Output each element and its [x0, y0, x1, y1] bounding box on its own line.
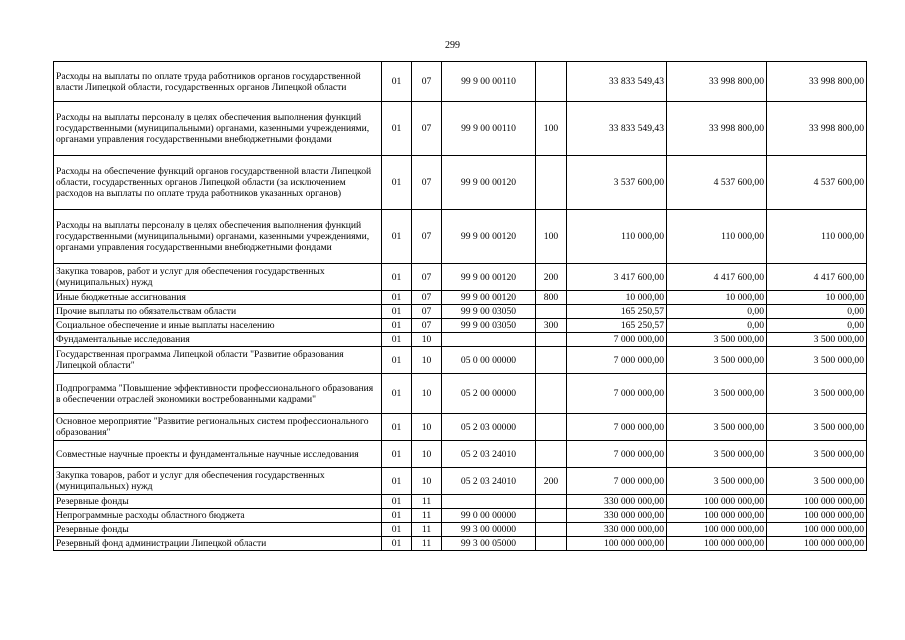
amount-col1-cell: 7 000 000,00 [567, 414, 667, 441]
expense-name-cell: Социальное обеспечение и иные выплаты населению [54, 319, 382, 333]
table-row [54, 156, 867, 210]
expense-name-cell: Резервные фонды [54, 495, 382, 509]
section-code-cell: 01 [382, 156, 412, 210]
table-row [54, 62, 867, 102]
table-row [54, 441, 867, 468]
amount-col2-cell: 100 000 000,00 [667, 537, 767, 551]
subsection-code-cell: 11 [412, 523, 442, 537]
amount-col1-cell: 33 833 549,43 [567, 62, 667, 102]
expense-name-cell: Закупка товаров, работ и услуг для обеспечения государственных (муниципальных) нужд [54, 264, 382, 291]
target-article-cell: 99 9 00 00110 [442, 102, 536, 156]
target-article-cell: 99 9 00 00110 [442, 62, 536, 102]
target-article-cell: 99 9 00 03050 [442, 319, 536, 333]
section-code-cell: 01 [382, 102, 412, 156]
expense-type-cell [536, 537, 567, 551]
expense-name-cell: Прочие выплаты по обязательствам области [54, 305, 382, 319]
expense-name-cell: Закупка товаров, работ и услуг для обеспечения государственных (муниципальных) нужд [54, 468, 382, 495]
amount-col1-cell: 7 000 000,00 [567, 441, 667, 468]
subsection-code-cell: 07 [412, 264, 442, 291]
expense-name-cell: Совместные научные проекты и фундаментальные научные исследования [54, 441, 382, 468]
section-code-cell: 01 [382, 468, 412, 495]
amount-col2-cell: 100 000 000,00 [667, 495, 767, 509]
table-row [54, 333, 867, 347]
target-article-cell: 05 2 03 00000 [442, 414, 536, 441]
amount-col2-cell: 3 500 000,00 [667, 374, 767, 414]
amount-col1-cell: 3 537 600,00 [567, 156, 667, 210]
amount-col1-cell: 7 000 000,00 [567, 347, 667, 374]
budget-table [53, 61, 867, 551]
table-row [54, 210, 867, 264]
expense-type-cell: 200 [536, 264, 567, 291]
target-article-cell: 05 2 03 24010 [442, 468, 536, 495]
table-row [54, 374, 867, 414]
subsection-code-cell: 11 [412, 537, 442, 551]
target-article-cell [442, 495, 536, 509]
amount-col2-cell: 3 500 000,00 [667, 441, 767, 468]
amount-col1-cell: 165 250,57 [567, 319, 667, 333]
amount-col3-cell: 3 500 000,00 [767, 347, 867, 374]
expense-name-cell: Расходы на выплаты персоналу в целях обеспечения выполнения функций государственными (муниципальными) органами, казенными учреждениями, органами управления государственными внебюджетными фондами [54, 102, 382, 156]
table-row [54, 347, 867, 374]
amount-col2-cell: 4 537 600,00 [667, 156, 767, 210]
amount-col2-cell: 100 000 000,00 [667, 509, 767, 523]
amount-col3-cell: 33 998 800,00 [767, 102, 867, 156]
subsection-code-cell: 07 [412, 102, 442, 156]
amount-col2-cell: 3 500 000,00 [667, 347, 767, 374]
table-row [54, 537, 867, 551]
expense-name-cell: Расходы на выплаты персоналу в целях обеспечения выполнения функций государственными (муниципальными) органами, казенными учреждениями, органами управления государственными внебюджетными фондами [54, 210, 382, 264]
target-article-cell: 05 2 03 24010 [442, 441, 536, 468]
table-row [54, 264, 867, 291]
amount-col1-cell: 10 000,00 [567, 291, 667, 305]
expense-type-cell [536, 523, 567, 537]
expense-name-cell: Резервные фонды [54, 523, 382, 537]
amount-col3-cell: 4 537 600,00 [767, 156, 867, 210]
target-article-cell: 99 9 00 00120 [442, 156, 536, 210]
amount-col3-cell: 3 500 000,00 [767, 374, 867, 414]
amount-col1-cell: 110 000,00 [567, 210, 667, 264]
amount-col2-cell: 100 000 000,00 [667, 523, 767, 537]
expense-type-cell [536, 441, 567, 468]
page-number: 299 [445, 40, 460, 51]
target-article-cell: 05 2 00 00000 [442, 374, 536, 414]
table-body [54, 62, 867, 551]
subsection-code-cell: 11 [412, 495, 442, 509]
amount-col1-cell: 7 000 000,00 [567, 468, 667, 495]
subsection-code-cell: 07 [412, 319, 442, 333]
target-article-cell: 99 9 00 00120 [442, 291, 536, 305]
amount-col3-cell: 3 500 000,00 [767, 333, 867, 347]
amount-col3-cell: 10 000,00 [767, 291, 867, 305]
amount-col1-cell: 165 250,57 [567, 305, 667, 319]
expense-name-cell: Резервный фонд администрации Липецкой области [54, 537, 382, 551]
section-code-cell: 01 [382, 509, 412, 523]
expense-name-cell: Фундаментальные исследования [54, 333, 382, 347]
amount-col3-cell: 100 000 000,00 [767, 523, 867, 537]
section-code-cell: 01 [382, 305, 412, 319]
expense-type-cell [536, 495, 567, 509]
section-code-cell: 01 [382, 333, 412, 347]
target-article-cell: 05 0 00 00000 [442, 347, 536, 374]
target-article-cell: 99 3 00 05000 [442, 537, 536, 551]
expense-name-cell: Иные бюджетные ассигнования [54, 291, 382, 305]
amount-col1-cell: 330 000 000,00 [567, 509, 667, 523]
target-article-cell: 99 3 00 00000 [442, 523, 536, 537]
table-row [54, 495, 867, 509]
target-article-cell: 99 9 00 00120 [442, 264, 536, 291]
expense-type-cell: 100 [536, 102, 567, 156]
amount-col3-cell: 100 000 000,00 [767, 537, 867, 551]
expense-name-cell: Расходы на обеспечение функций органов государственной власти Липецкой области, государственных органов Липецкой области (за исключением расходов на выплаты по оплате труда работников указанных органов) [54, 156, 382, 210]
amount-col2-cell: 4 417 600,00 [667, 264, 767, 291]
subsection-code-cell: 11 [412, 509, 442, 523]
amount-col1-cell: 330 000 000,00 [567, 523, 667, 537]
table-row [54, 305, 867, 319]
subsection-code-cell: 07 [412, 62, 442, 102]
subsection-code-cell: 10 [412, 347, 442, 374]
amount-col2-cell: 33 998 800,00 [667, 102, 767, 156]
subsection-code-cell: 10 [412, 374, 442, 414]
expense-name-cell: Основное мероприятие "Развитие региональных систем профессионального образования" [54, 414, 382, 441]
section-code-cell: 01 [382, 523, 412, 537]
amount-col2-cell: 0,00 [667, 305, 767, 319]
expense-name-cell: Государственная программа Липецкой области "Развитие образования Липецкой области" [54, 347, 382, 374]
amount-col1-cell: 3 417 600,00 [567, 264, 667, 291]
subsection-code-cell: 07 [412, 291, 442, 305]
expense-type-cell: 100 [536, 210, 567, 264]
table-row [54, 509, 867, 523]
amount-col2-cell: 10 000,00 [667, 291, 767, 305]
amount-col3-cell: 110 000,00 [767, 210, 867, 264]
section-code-cell: 01 [382, 537, 412, 551]
expense-type-cell: 200 [536, 468, 567, 495]
section-code-cell: 01 [382, 62, 412, 102]
target-article-cell: 99 0 00 00000 [442, 509, 536, 523]
subsection-code-cell: 10 [412, 333, 442, 347]
amount-col1-cell: 100 000 000,00 [567, 537, 667, 551]
table-row [54, 523, 867, 537]
expense-type-cell: 800 [536, 291, 567, 305]
section-code-cell: 01 [382, 495, 412, 509]
expense-type-cell [536, 62, 567, 102]
subsection-code-cell: 10 [412, 441, 442, 468]
amount-col3-cell: 100 000 000,00 [767, 509, 867, 523]
amount-col2-cell: 3 500 000,00 [667, 414, 767, 441]
table-row [54, 468, 867, 495]
target-article-cell: 99 9 00 03050 [442, 305, 536, 319]
subsection-code-cell: 07 [412, 156, 442, 210]
section-code-cell: 01 [382, 264, 412, 291]
target-article-cell [442, 333, 536, 347]
amount-col2-cell: 3 500 000,00 [667, 468, 767, 495]
expense-type-cell [536, 509, 567, 523]
section-code-cell: 01 [382, 414, 412, 441]
expense-type-cell [536, 414, 567, 441]
amount-col3-cell: 3 500 000,00 [767, 414, 867, 441]
section-code-cell: 01 [382, 441, 412, 468]
table-row [54, 102, 867, 156]
section-code-cell: 01 [382, 347, 412, 374]
expense-type-cell [536, 305, 567, 319]
amount-col1-cell: 7 000 000,00 [567, 374, 667, 414]
amount-col1-cell: 330 000 000,00 [567, 495, 667, 509]
amount-col3-cell: 100 000 000,00 [767, 495, 867, 509]
amount-col3-cell: 0,00 [767, 319, 867, 333]
expense-name-cell: Непрограммные расходы областного бюджета [54, 509, 382, 523]
amount-col1-cell: 33 833 549,43 [567, 102, 667, 156]
subsection-code-cell: 07 [412, 305, 442, 319]
expense-name-cell: Расходы на выплаты по оплате труда работников органов государственной власти Липецкой области, государственных органов Липецкой области [54, 62, 382, 102]
table-row [54, 414, 867, 441]
target-article-cell: 99 9 00 00120 [442, 210, 536, 264]
subsection-code-cell: 07 [412, 210, 442, 264]
amount-col2-cell: 3 500 000,00 [667, 333, 767, 347]
table-row [54, 319, 867, 333]
table-row [54, 291, 867, 305]
expense-type-cell [536, 374, 567, 414]
amount-col3-cell: 33 998 800,00 [767, 62, 867, 102]
subsection-code-cell: 10 [412, 414, 442, 441]
amount-col3-cell: 3 500 000,00 [767, 441, 867, 468]
expense-type-cell [536, 347, 567, 374]
expense-type-cell [536, 333, 567, 347]
section-code-cell: 01 [382, 291, 412, 305]
section-code-cell: 01 [382, 319, 412, 333]
section-code-cell: 01 [382, 374, 412, 414]
subsection-code-cell: 10 [412, 468, 442, 495]
expense-type-cell [536, 156, 567, 210]
amount-col1-cell: 7 000 000,00 [567, 333, 667, 347]
amount-col3-cell: 4 417 600,00 [767, 264, 867, 291]
amount-col2-cell: 33 998 800,00 [667, 62, 767, 102]
amount-col2-cell: 0,00 [667, 319, 767, 333]
amount-col3-cell: 0,00 [767, 305, 867, 319]
section-code-cell: 01 [382, 210, 412, 264]
expense-type-cell: 300 [536, 319, 567, 333]
expense-name-cell: Подпрограмма "Повышение эффективности профессионального образования в обеспечении отраслей экономики востребованными кадрами" [54, 374, 382, 414]
amount-col2-cell: 110 000,00 [667, 210, 767, 264]
amount-col3-cell: 3 500 000,00 [767, 468, 867, 495]
